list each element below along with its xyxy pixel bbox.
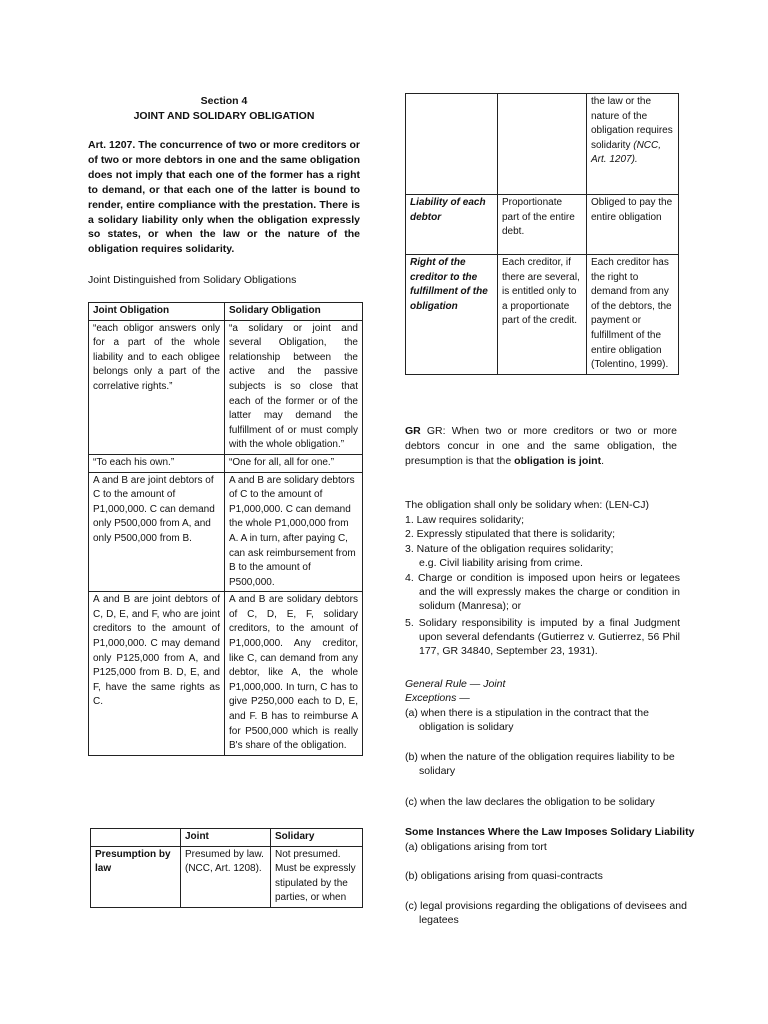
list-item: (c) legal provisions regarding the obligations of devisees and legatees <box>405 900 687 926</box>
comparison-table-part2 <box>405 93 679 375</box>
solidary-when-heading <box>405 498 680 512</box>
list-item: (a) obligations arising from tort <box>405 841 547 853</box>
list-item: 5. Solidary responsibility is imputed by a final Judgment upon several defendants (Gutierrez v. Gutierrez, 56 Phil 177, GR 34840, September 23, 1931). <box>405 617 680 657</box>
table-row <box>89 454 363 472</box>
section-title: JOINT AND SOLIDARY OBLIGATION <box>133 110 315 122</box>
list-item: (c) when the law declares the obligation to be solidary <box>405 796 655 808</box>
distinguished-heading: Joint Distinguished from Solidary Obligations <box>88 274 297 286</box>
general-rule-title: General Rule — Joint <box>405 678 506 690</box>
list-item: e.g. Civil liability arising from crime. <box>419 557 583 569</box>
header-solidary: Solidary Obligation <box>225 303 363 321</box>
gr-end: . <box>601 455 604 467</box>
motto-joint: “To each his own.” <box>89 454 225 472</box>
blank-cell <box>406 94 498 195</box>
example2-joint: A and B are joint debtors of C, D, E, and F, who are joint creditors to the amount of P1,000,000. C may demand only P125,000 from A, and P125,000 from B. D, E, and F, have the same rights as C. <box>89 592 225 756</box>
table-row <box>91 846 363 907</box>
blank-cell <box>498 94 587 195</box>
table-row <box>406 94 679 195</box>
table-header-row <box>89 303 363 321</box>
exceptions-title: Exceptions — <box>405 692 470 704</box>
list-item: 4. Charge or condition is imposed upon heirs or legatees and the will expressly makes the charge or condition in solidum (Manresa); or <box>405 572 680 612</box>
list-item: (b) when the nature of the obligation requires liability to be solidary <box>405 751 675 777</box>
article-1207: Art. 1207. The concurrence of two or more creditors or of two or more debtors in one and the same obligation does not imply that each one of the former has a right to demand, or that each one of the latter is bound to render, entire compliance with the prestation. There is a solidary liability only when the obligation expressly so states, or when the law or the nature of the obligation requires solidarity. <box>88 139 360 256</box>
list-item: (a) when there is a stipulation in the contract that the obligation is solidary <box>405 707 649 733</box>
solidary-when-lead: The obligation shall only be solidary when <box>405 499 600 511</box>
list-item: 3. Nature of the obligation requires solidarity; <box>405 543 614 555</box>
list-item: 2. Expressly stipulated that there is solidarity; <box>405 528 616 540</box>
liability-joint: Proportionate part of the entire debt. <box>498 195 587 255</box>
comparison-table-part1 <box>90 828 363 908</box>
table-row <box>89 472 363 592</box>
header-joint: Joint Obligation <box>89 303 225 321</box>
table-header-row <box>91 829 363 847</box>
definition-solidary: “a solidary or joint and several Obligation, the relationship between the active and the passive subjects is so close that each of the former or of the latter may demand the fulfillment of or must comply with the whole obligation.” <box>225 320 363 454</box>
table-row <box>89 320 363 454</box>
row-label-right-of-creditor: Right of the creditor to the fulfillment of the obligation <box>406 255 498 375</box>
section-number: Section 4 <box>200 95 248 107</box>
presumption-solidary-part2: the law or the nature of the obligation requires solidarity (NCC, Art. 1207). <box>587 94 679 195</box>
row-label-presumption: Presumption by law <box>91 846 181 907</box>
header-joint: Joint <box>181 829 271 847</box>
motto-solidary: “One for all, all for one.” <box>225 454 363 472</box>
instances-heading: Some Instances Where the Law Imposes Solidary Liability <box>405 826 695 838</box>
table-row <box>406 195 679 255</box>
list-item: 1. Law requires solidarity; <box>405 514 525 526</box>
solidary-when-tail: : (LEN-CJ) <box>599 499 649 511</box>
list-item: (b) obligations arising from quasi-contracts <box>405 870 603 882</box>
joint-vs-solidary-table <box>88 302 363 756</box>
gr-bold: obligation is joint <box>514 455 602 467</box>
table-row <box>89 592 363 756</box>
table-row <box>406 255 679 375</box>
example1-joint: A and B are joint debtors of C to the amount of P1,000,000. C can demand only P500,000 from A, and only P500,000 from B. <box>89 472 225 592</box>
example1-solidary: A and B are solidary debtors of C to the amount of P1,000,000. C can demand the whole P1,000,000 from A. A in turn, after paying C, can ask reimbursement from B to the amount of P500,000. <box>225 472 363 592</box>
general-rule-paragraph <box>405 424 677 469</box>
right-solidary: Each creditor has the right to demand from any of the debtors, the payment or fulfillment of the entire obligation (Tolentino, 1999). <box>587 255 679 375</box>
right-joint: Each creditor, if there are several, is entitled only to a proportionate part of the credit. <box>498 255 587 375</box>
presumption-solidary-part1: Not presumed. Must be expressly stipulated by the parties, or when <box>271 846 363 907</box>
header-blank <box>91 829 181 847</box>
header-solidary: Solidary <box>271 829 363 847</box>
example2-solidary: A and B are solidary debtors of C, D, E, F, solidary creditors, to the amount of P1,000,000. Any creditor, like C, can demand from any debtor, like A, the whole P1,000,000. In turn, C has to give P250,000 each to D, E, and F. B has to reimburse A for P500,000 which is really B's share of the obligation. <box>225 592 363 756</box>
gr-label: GR <box>405 425 421 437</box>
presumption-joint: Presumed by law. (NCC, Art. 1208). <box>181 846 271 907</box>
row-label-liability: Liability of each debtor <box>406 195 498 255</box>
gr-text: GR: When two or more creditors or two or more debtors concur in one and the same obligation, the presumption is that the <box>405 425 677 467</box>
liability-solidary: Obliged to pay the entire obligation <box>587 195 679 255</box>
definition-joint: “each obligor answers only for a part of the whole liability and to each obligee belongs only a part of the correlative rights.” <box>89 320 225 454</box>
